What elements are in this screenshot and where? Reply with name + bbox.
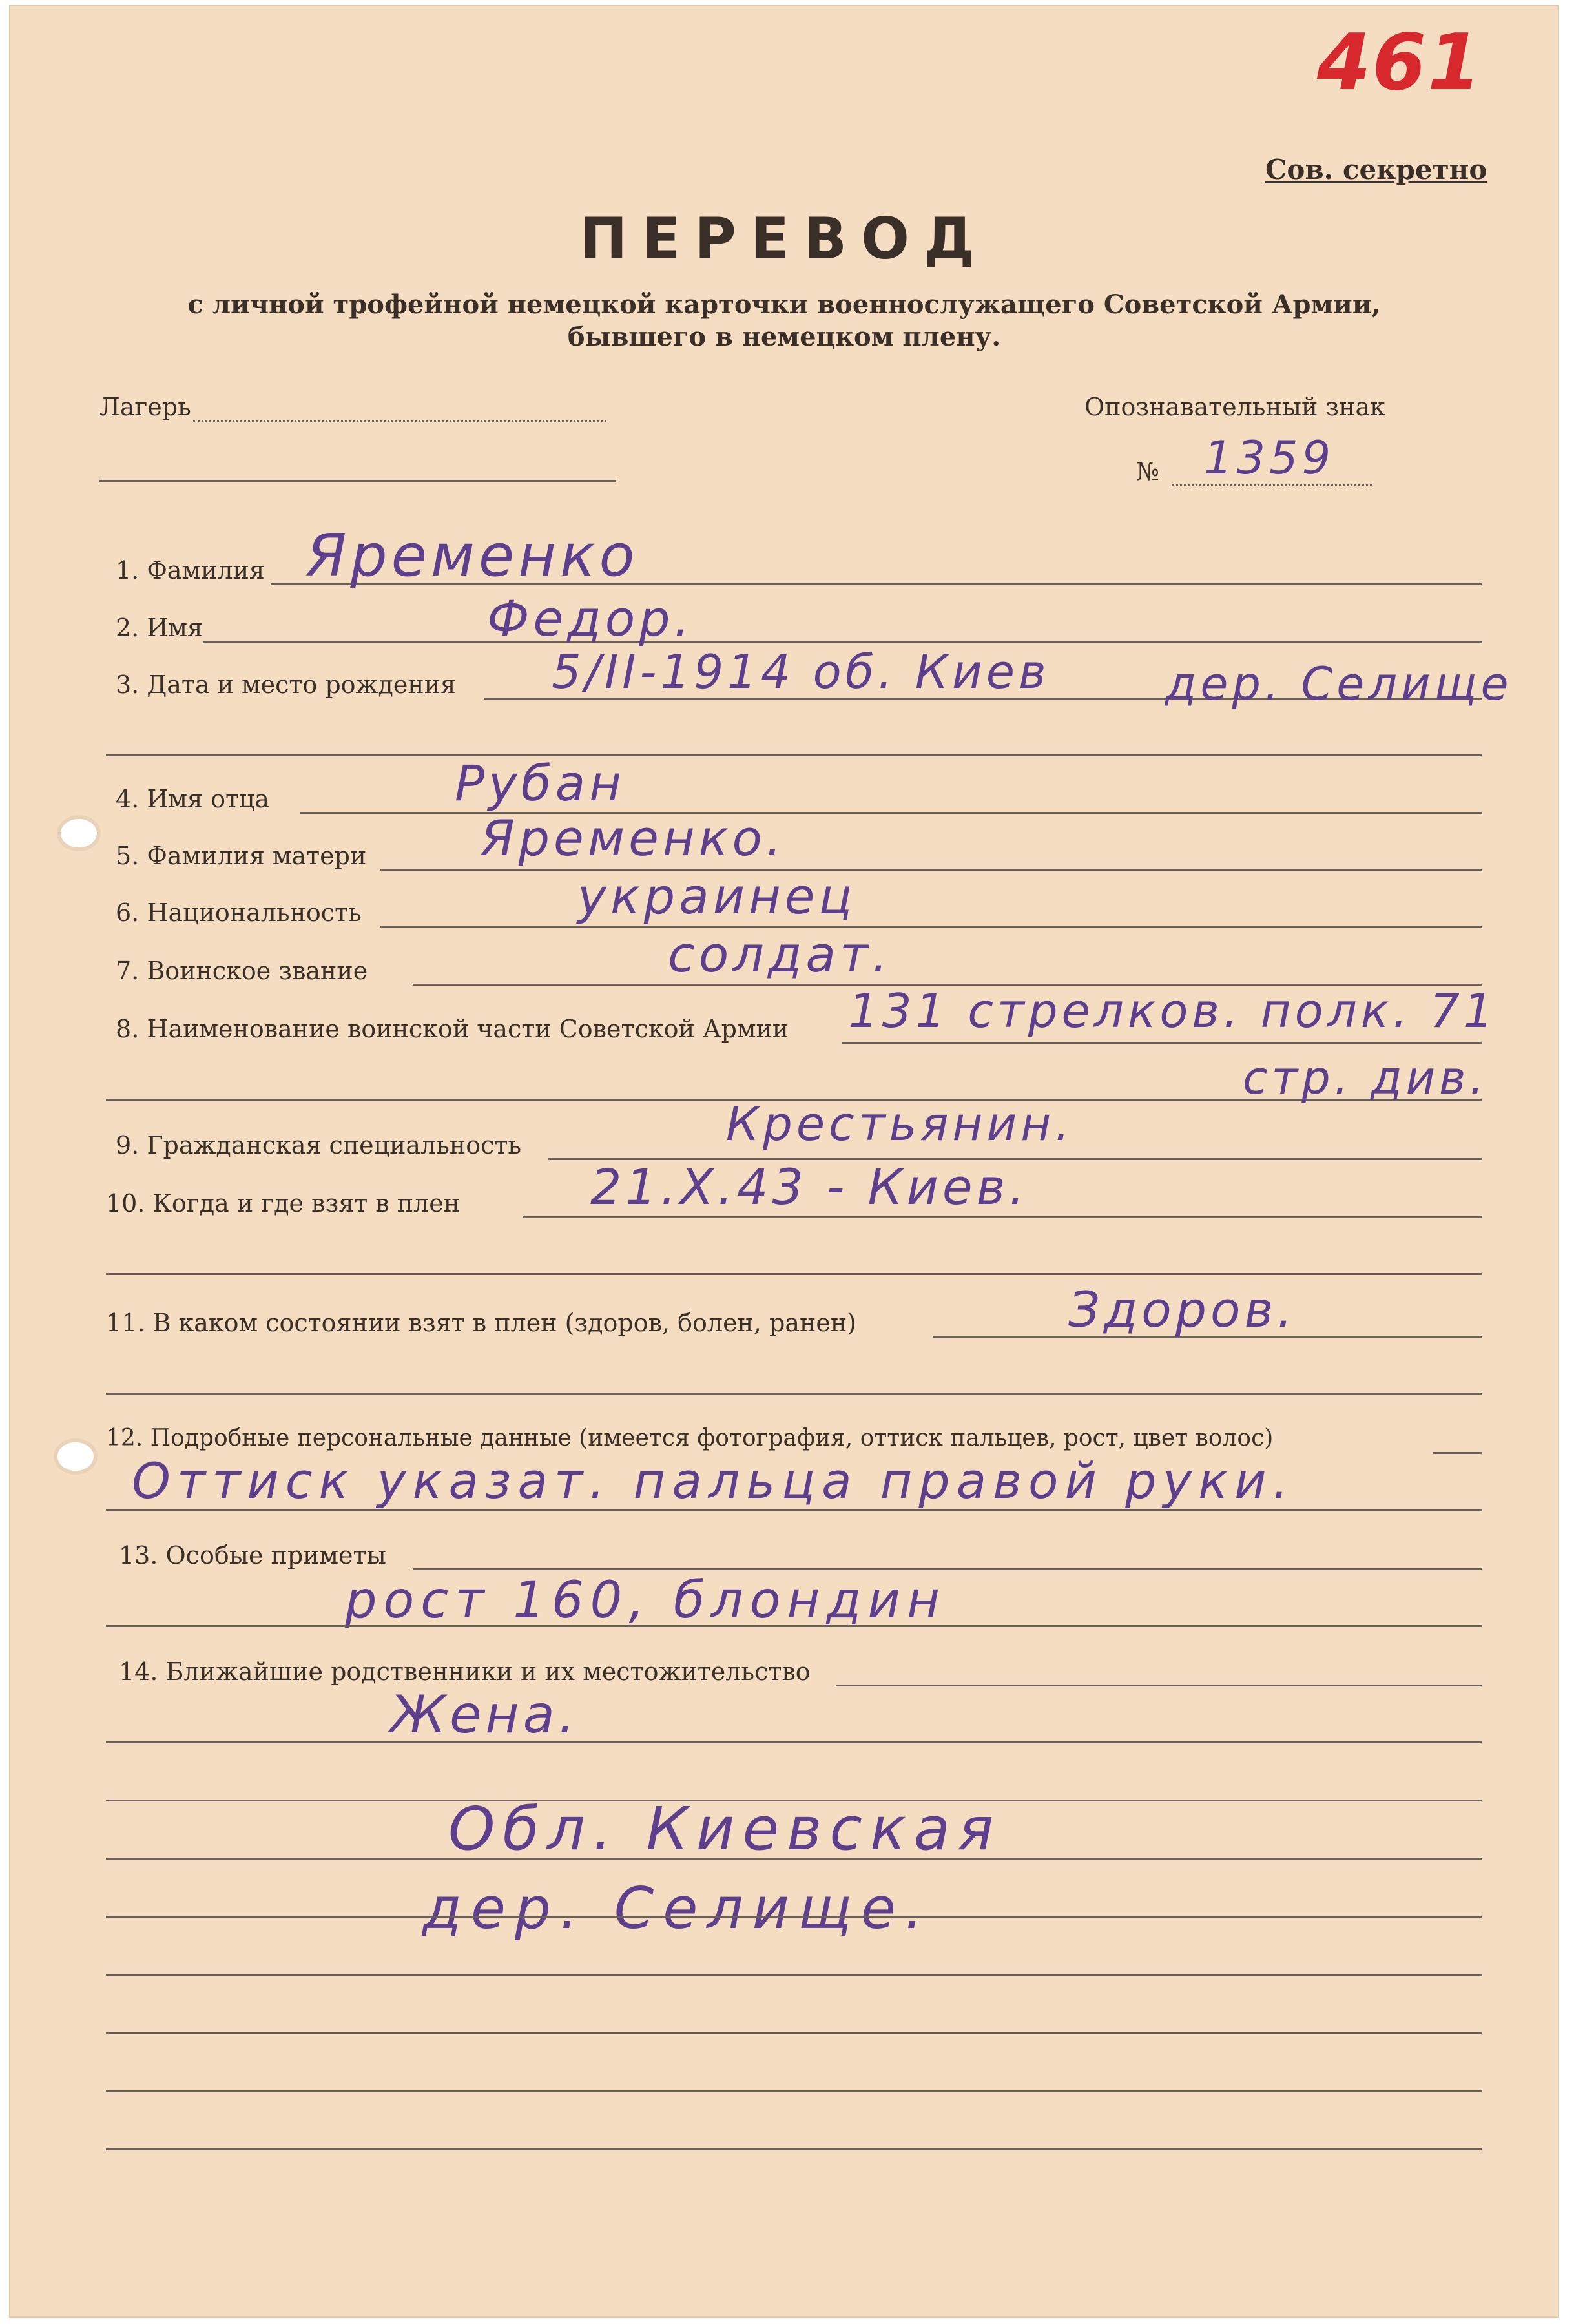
field-unit-label: 8. Наименование воинской части Советской Армии [116,1015,789,1043]
punch-hole-bottom [57,1442,94,1471]
field-profession-value: Крестьянин. [726,1097,1074,1151]
field-relatives-line-5 [106,1916,1482,1918]
field-captured-label: 10. Когда и где взят в плен [106,1189,461,1218]
field-relatives-line-2 [106,1741,1482,1743]
field-surname-value: Яременко [306,522,639,590]
field-birth-label: 3. Дата и место рождения [116,670,457,699]
field-relatives-line [836,1685,1482,1686]
field-relatives-line-7 [106,2032,1482,2034]
field-condition-label: 11. В каком состоянии взят в плен (здоров, болен, ранен) [106,1309,856,1337]
field-mother-value: Яременко. [481,809,786,867]
field-nationality-value: украинец [577,867,856,925]
archive-number: 461 [1317,18,1483,108]
field-personal-line [1433,1452,1482,1454]
field-relatives-line-6 [106,1974,1482,1976]
page-title: ПЕРЕВОД [579,205,989,272]
field-condition-line-2 [106,1393,1482,1395]
field-unit-line [842,1042,1482,1044]
field-marks-label: 13. Особые приметы [119,1541,386,1570]
field-marks-line-2 [106,1625,1482,1627]
field-captured-line [523,1216,1482,1218]
punch-hole-top [61,819,97,847]
field-personal-line-2 [106,1509,1482,1511]
camp-line-2 [99,480,616,482]
field-rank-label: 7. Воинское звание [116,957,368,985]
field-relatives-value: Жена. [390,1685,579,1745]
field-relatives-region: Обл. Киевская [448,1794,1002,1863]
field-mother-line [380,869,1482,871]
field-birth-value: 5/II-1914 об. Киев [552,645,1050,699]
field-relatives-line-9 [106,2148,1482,2150]
field-profession-label: 9. Гражданская специальность [116,1131,522,1159]
field-relatives-line-8 [106,2090,1482,2092]
subtitle-line-1: с личной трофейной немецкой карточки военнослужащего Советской Армии, [187,289,1381,320]
field-marks-line [413,1568,1482,1570]
field-marks-value: рост 160, блондин [345,1572,947,1630]
field-rank-value: солдат. [668,926,892,983]
id-number-label: № [1136,457,1159,486]
field-father-line [300,812,1482,814]
field-nationality-line [380,926,1482,928]
field-relatives-label: 14. Ближайшие родственники и их местожительство [119,1657,811,1686]
field-captured-value: 21.X.43 - Киев. [590,1158,1029,1216]
field-unit-value: 131 стрелков. полк. 71 [849,984,1497,1038]
document-sheet [9,5,1559,2318]
secrecy-label: Сов. секретно [1265,154,1487,185]
field-birth-line-2 [106,754,1482,756]
field-relatives-village: дер. Селище. [422,1875,932,1942]
field-name-label: 2. Имя [116,614,203,642]
id-tag-label: Опознавательный знак [1084,393,1385,421]
camp-label: Лагерь [99,393,191,421]
field-relatives-line-4 [106,1858,1482,1860]
field-father-label: 4. Имя отца [116,785,270,813]
field-name-line [203,641,1482,643]
field-name-value: Федор. [487,590,694,647]
field-father-value: Рубан [455,754,625,812]
field-captured-line-2 [106,1273,1482,1275]
camp-line [193,420,606,422]
field-personal-label: 12. Подробные персональные данные (имеется фотография, оттиск пальцев, рост, цвет волос) [106,1425,1274,1451]
field-surname-label: 1. Фамилия [116,556,265,585]
field-mother-label: 5. Фамилия матери [116,842,367,870]
id-number-value: 1359 [1204,431,1335,484]
field-condition-value: Здоров. [1068,1281,1297,1338]
field-nationality-label: 6. Национальность [116,898,362,927]
id-number-line [1172,484,1372,486]
subtitle-line-2: бывшего в немецком плену. [567,322,1001,352]
field-birth-village: дер. Селище [1165,658,1513,711]
field-unit-division: стр. див. [1243,1052,1488,1105]
field-personal-value: Оттиск указат. пальца правой руки. [132,1452,1295,1510]
